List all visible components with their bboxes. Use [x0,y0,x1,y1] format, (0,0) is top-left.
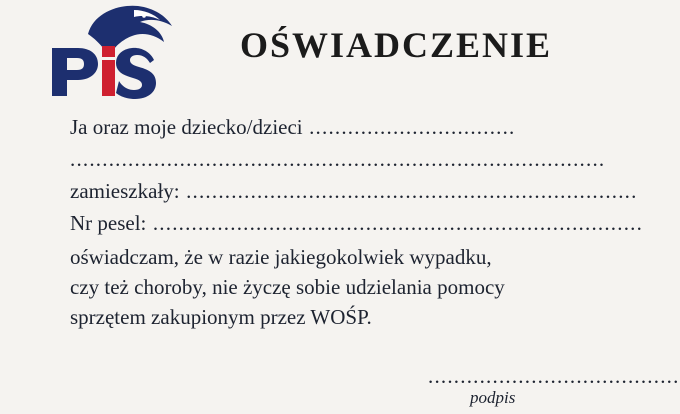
field-label-address: zamieszkały: [70,179,180,203]
field-dots-address: ...................................................................... [179,179,638,203]
statement-line-2: czy też choroby, nie życzę sobie udzielania pomocy [70,275,505,299]
logo-letter-i [102,46,115,96]
pis-logo [34,4,184,104]
statement-line-3: sprzętem zakupionym przez WOŚP. [70,305,372,329]
field-dots-children: ................................ [302,115,516,139]
eagle-icon [88,6,172,49]
signature-line: ....................................... [428,364,680,388]
field-dots-continuation: ................................................................................... [70,147,606,171]
field-row-address [70,176,660,206]
field-label-children: Ja oraz moje dziecko/dzieci [70,115,303,139]
page-title: OŚWIADCZENIE [240,25,553,65]
logo-letter-p [52,48,98,96]
signature-label: podpis [470,388,516,407]
statement-line-1: oświadczam, że w razie jakiegokolwiek wypadku, [70,245,492,269]
logo-letter-s [116,48,156,99]
field-row-pesel [70,208,660,238]
field-row-children [70,112,660,142]
field-row-continuation [70,144,660,174]
field-dots-pesel: ............................................................................ [146,211,644,235]
field-label-pesel: Nr pesel: [70,211,147,235]
document-body [70,112,660,332]
